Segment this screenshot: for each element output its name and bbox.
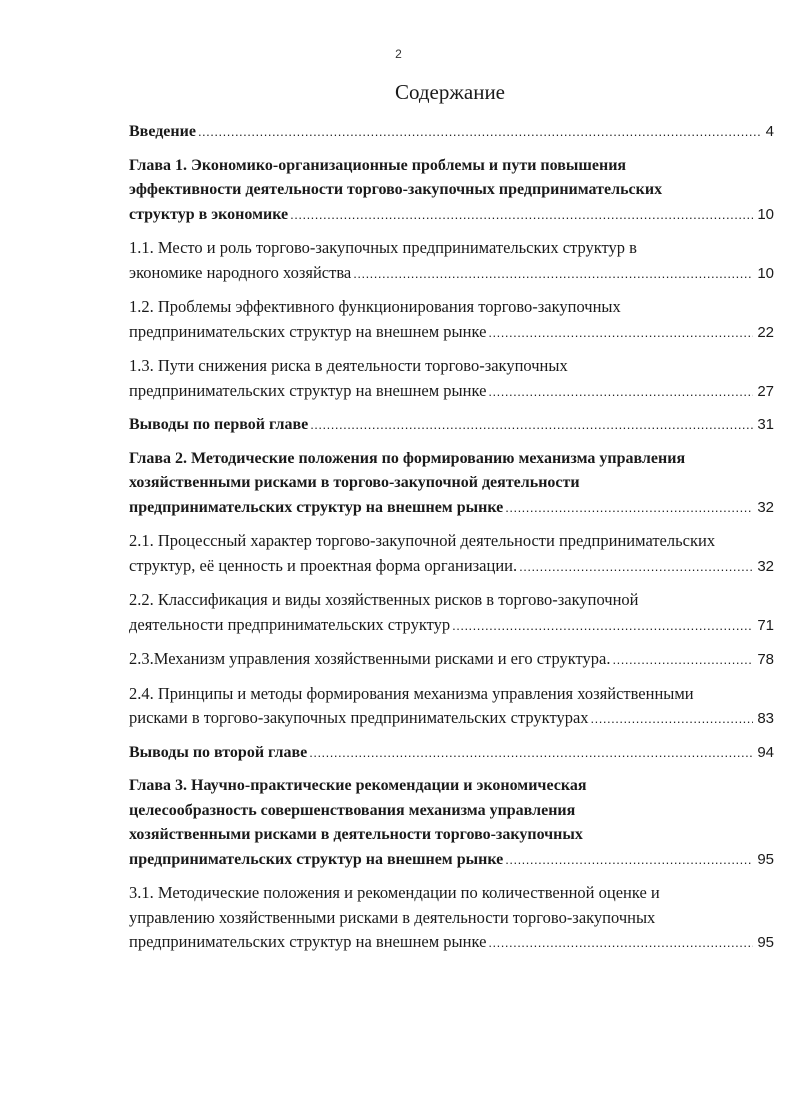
toc-page-number: 31 [757,416,774,433]
dot-leader [505,848,753,873]
toc-entry-text-line: 2.1. Процессный характер торгово-закупочной деятельности предпринимательских [129,531,716,550]
toc-entry[interactable] [129,447,774,521]
dot-leader [488,321,753,346]
toc-entry-text-line: Глава 2. Методические положения по формированию механизма управления [129,449,686,467]
toc-entry-text-line: предпринимательских структур на внешнем рынке [129,498,504,516]
toc-entry-text-line: 2.2. Классификация и виды хозяйственных рисков в торгово-закупочной [129,590,639,609]
toc-entry-last-line [129,741,774,766]
toc-page-number: 78 [757,651,774,668]
toc-entry-last-line [129,496,774,521]
toc-page-number: 83 [757,710,774,727]
toc-entry-last-line [129,848,774,873]
toc-page-number: 95 [757,934,774,951]
toc-entry-text-line: 1.1. Место и роль торгово-закупочных предпринимательских структур в [129,238,637,257]
dot-leader [310,413,753,438]
toc-entry-text-line: предпринимательских структур на внешнем рынке [129,380,487,400]
dot-leader [290,203,753,228]
toc-entry-last-line [129,320,774,346]
toc-page-number: 32 [757,557,774,575]
dot-leader [519,555,753,580]
toc-page-number: 10 [757,264,774,282]
toc-entry-last-line [129,261,774,287]
toc-entry[interactable] [129,120,774,145]
toc-entry-last-line [129,120,774,145]
toc-entry-text-line: хозяйственными рисками в деятельности торгово-закупочных [129,826,583,843]
toc-entry-text-line: Выводы по первой главе [129,416,309,433]
dot-leader [505,496,753,521]
toc-page-number: 4 [765,123,774,140]
page-number: 2 [395,47,402,61]
toc-page-number: 22 [757,323,774,341]
toc-entry[interactable] [129,741,774,766]
toc-entry-text-line: предпринимательских структур на внешнем рынке [129,932,487,951]
toc-entry-last-line [129,613,774,639]
toc-entry-text-line: экономике народного хозяйства [129,262,352,282]
dot-leader [353,262,753,287]
toc-page-number: 10 [757,205,774,223]
page-title: Содержание [394,80,506,104]
toc-page-number: 32 [757,498,774,516]
toc-entry-last-line [129,647,774,673]
toc-entry[interactable] [129,588,774,638]
toc-entry-text-line: Выводы по второй главе [129,743,308,761]
toc-entry[interactable] [129,413,774,438]
toc-entry-text-line: деятельности предпринимательских структур [129,614,451,634]
toc-entry-text-line: предпринимательских структур на внешнем рынке [129,850,504,868]
toc-entry[interactable] [129,236,774,286]
toc-entry-text-line: структур, её ценность и проектная форма организации. [129,555,518,575]
toc-entry-text-line: Глава 3. Научно-практические рекомендации и экономическая [129,777,587,794]
toc-entry[interactable] [129,881,774,956]
table-of-contents [129,120,774,965]
dot-leader [488,380,753,405]
toc-entry[interactable] [129,647,774,673]
dot-leader [591,707,754,732]
toc-entry[interactable] [129,354,774,404]
toc-page-number: 95 [757,850,774,868]
toc-page-number: 94 [757,743,774,761]
toc-entry[interactable] [129,682,774,732]
toc-entry-text-line: Глава 1. Экономико-организационные проблемы и пути повышения [129,156,627,174]
dot-leader [198,120,762,145]
toc-entry[interactable] [129,295,774,345]
toc-entry-text-line: Введение [129,123,196,140]
toc-entry-text-line: хозяйственными рисками в торгово-закупочной деятельности [129,474,580,491]
toc-entry-text-line: предпринимательских структур на внешнем рынке [129,321,487,341]
toc-entry-text-line: рисками в торгово-закупочных предпринимательских структурах [129,708,589,727]
toc-entry-text-line: 2.3.Механизм управления хозяйственными рисками и его структура. [129,649,611,668]
toc-entry-text-line: 3.1. Методические положения и рекомендации по количественной оценке и [129,883,660,902]
toc-page-number: 71 [757,616,774,634]
toc-entry-text-line: 1.2. Проблемы эффективного функционирования торгово-закупочных [129,297,621,316]
toc-entry[interactable] [129,154,774,228]
toc-entry-last-line [129,554,774,580]
toc-entry-text-line: управлению хозяйственными рисками в деятельности торгово-закупочных [129,907,656,927]
toc-entry-last-line [129,413,774,438]
dot-leader [309,741,753,766]
toc-entry-last-line [129,706,774,732]
toc-entry-last-line [129,203,774,228]
dot-leader [488,931,753,956]
toc-entry-text-line: 1.3. Пути снижения риска в деятельности торгово-закупочных [129,356,568,375]
dot-leader [613,648,754,673]
toc-entry-text-line: эффективности деятельности торгово-закупочных предпринимательских [129,181,663,198]
toc-entry-last-line [129,379,774,405]
toc-entry[interactable] [129,774,774,872]
toc-entry-text-line: целесообразность совершенствования механизма управления [129,801,576,819]
toc-entry-last-line [129,930,774,956]
toc-page-number: 27 [757,382,774,400]
toc-entry-text-line: 2.4. Принципы и методы формирования механизма управления хозяйственными [129,683,694,703]
toc-entry-text-line: структур в экономике [129,205,289,223]
toc-entry[interactable] [129,529,774,579]
dot-leader [452,614,753,639]
